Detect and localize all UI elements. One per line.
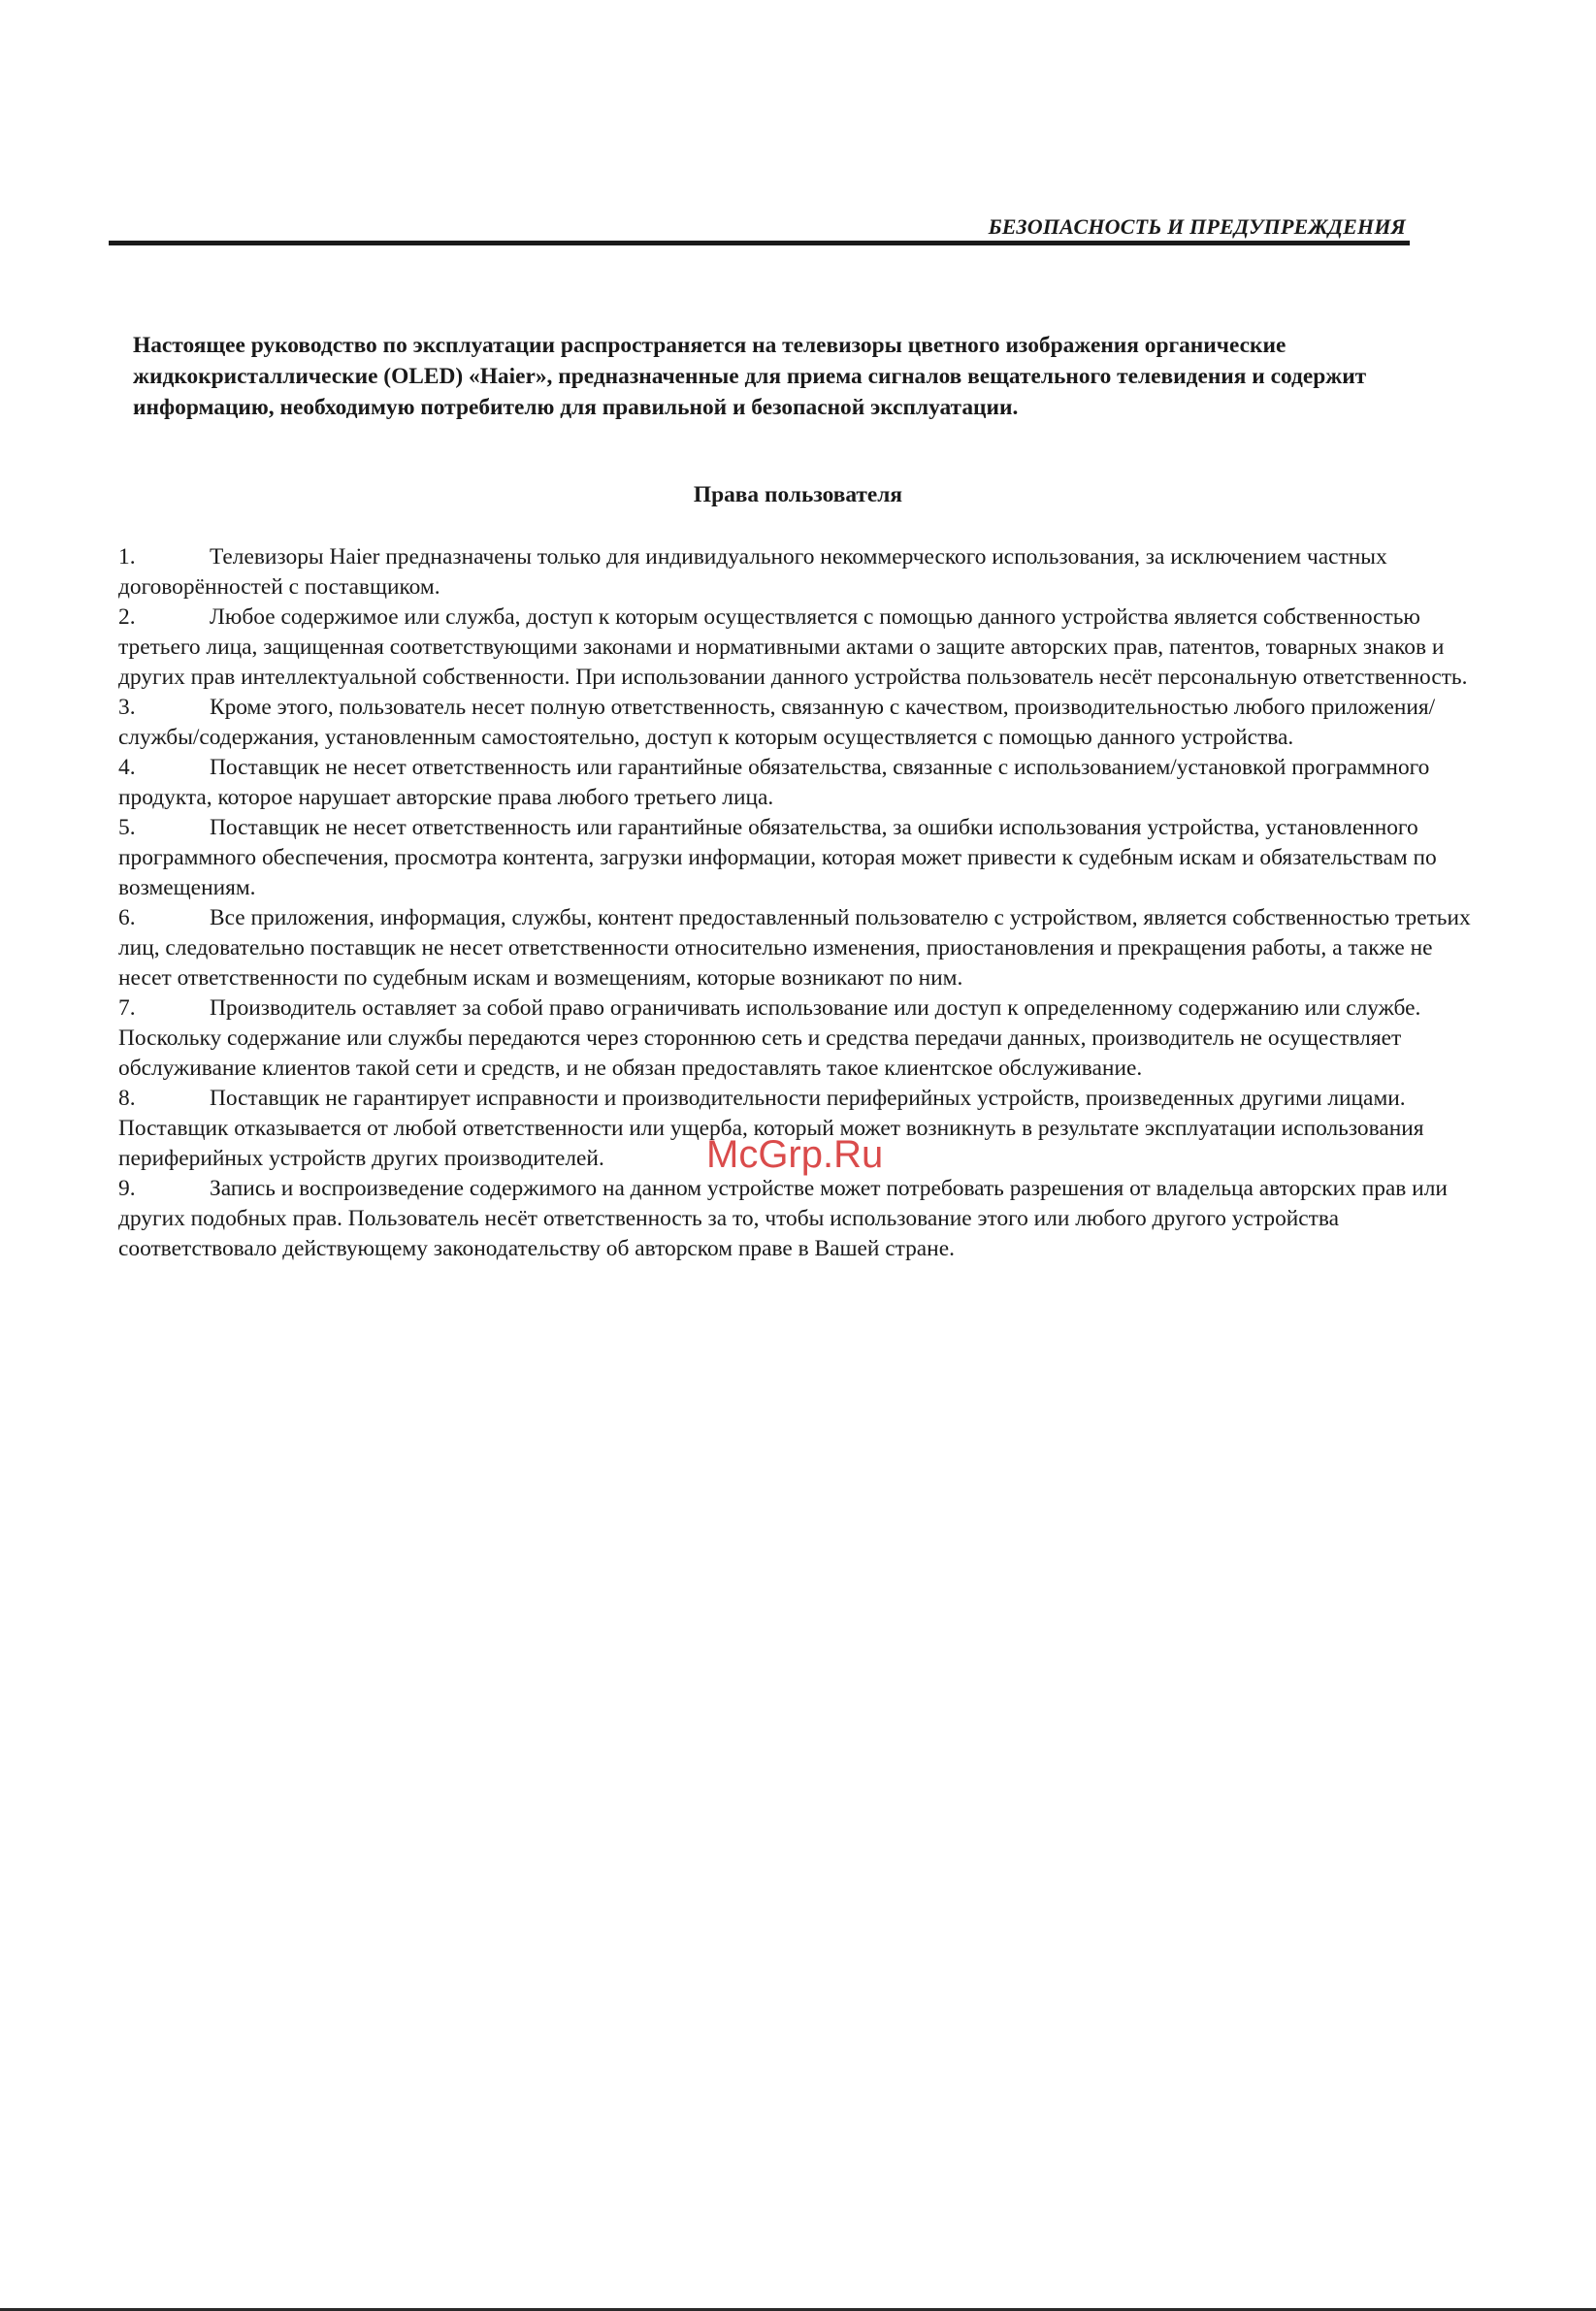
- rights-item-1: [118, 542, 1477, 602]
- item-number: 4.: [118, 755, 136, 780]
- item-text: Телевизоры Haier предназначены только для индивидуального некоммерческого использования, за исключением частных договорённостей с поставщиком.: [118, 544, 1387, 600]
- rights-item-5: [118, 813, 1477, 903]
- item-number: 9.: [118, 1176, 136, 1201]
- item-text: Поставщик не гарантирует исправности и производительности периферийных устройств, произведенных другими лицами. Поставщик отказывается от любой ответственности или ущерба, который может возникнуть в результате эксплуатации использования периферийных устройств других производителей.: [118, 1086, 1424, 1171]
- section-header-title: БЕЗОПАСНОСТЬ И ПРЕДУПРЕЖДЕНИЯ: [988, 214, 1406, 239]
- rights-item-4: [118, 753, 1477, 813]
- item-number: 2.: [118, 604, 136, 630]
- watermark-text: McGrp.Ru: [706, 1133, 884, 1176]
- item-number: 1.: [118, 544, 136, 570]
- item-text: Любое содержимое или служба, доступ к которым осуществляется с помощью данного устройства является собственностью третьего лица, защищенная соответствующими законами и нормативными актами о защите авторских прав, патентов, товарных знаков и других прав интеллектуальной собственности. При использовании данного устройства пользователь несёт персональную ответственность.: [118, 604, 1468, 690]
- item-text: Кроме этого, пользователь несет полную ответственность, связанную с качеством, производительностью любого приложения/службы/содержания, установленным самостоятельно, доступ к которым осуществляется с помощью данного устройства.: [118, 695, 1436, 750]
- item-number: 3.: [118, 695, 136, 720]
- item-text: Запись и воспроизведение содержимого на данном устройстве может потребовать разрешения от владельца авторских прав или других подобных прав. Пользователь несёт ответственность за то, чтобы использование этого или любого другого устройства соответствовало действующему законодательству об авторском праве в Вашей стране.: [118, 1176, 1448, 1261]
- item-number: 8.: [118, 1086, 136, 1111]
- rights-item-7: [118, 993, 1477, 1084]
- item-number: 6.: [118, 905, 136, 930]
- item-text: Поставщик не несет ответственность или гарантийные обязательства, связанные с использованием/установкой программного продукта, которое нарушает авторские права любого третьего лица.: [118, 755, 1430, 810]
- item-text: Поставщик не несет ответственность или гарантийные обязательства, за ошибки использования устройства, установленного программного обеспечения, просмотра контента, загрузки информации, которая может привести к судебным искам и обязательствам по возмещениям.: [118, 815, 1437, 900]
- rights-item-9: [118, 1174, 1477, 1264]
- rights-item-6: [118, 903, 1477, 993]
- item-text: Все приложения, информация, службы, контент предоставленный пользователю с устройством, является собственностью третьих лиц, следовательно поставщик не несет ответственности относительно изменения, приостановления и прекращения работы, а также не несет ответственности по судебным искам и возмещениям, которые возникают по ним.: [118, 905, 1471, 991]
- item-text: Производитель оставляет за собой право ограничивать использование или доступ к определенному содержанию или службе. Поскольку содержание или службы передаются через стороннюю сеть и средства передачи данных, производитель не осуществляет обслуживание клиентов такой сети и средств, и не обязан предоставлять такое клиентское обслуживание.: [118, 995, 1421, 1081]
- rights-item-2: [118, 602, 1477, 693]
- item-number: 7.: [118, 995, 136, 1021]
- intro-paragraph: Настоящее руководство по эксплуатации распространяется на телевизоры цветного изображения органические жидкокристаллические (OLED) «Haier», предназначенные для приема сигналов вещательного телевидения и содержит информацию, необходимую потребителю для правильной и безопасной эксплуатации.: [133, 333, 1367, 420]
- item-number: 5.: [118, 815, 136, 840]
- rights-item-3: [118, 693, 1477, 753]
- section-title: Права пользователя: [693, 482, 903, 507]
- header-rule: [109, 241, 1410, 245]
